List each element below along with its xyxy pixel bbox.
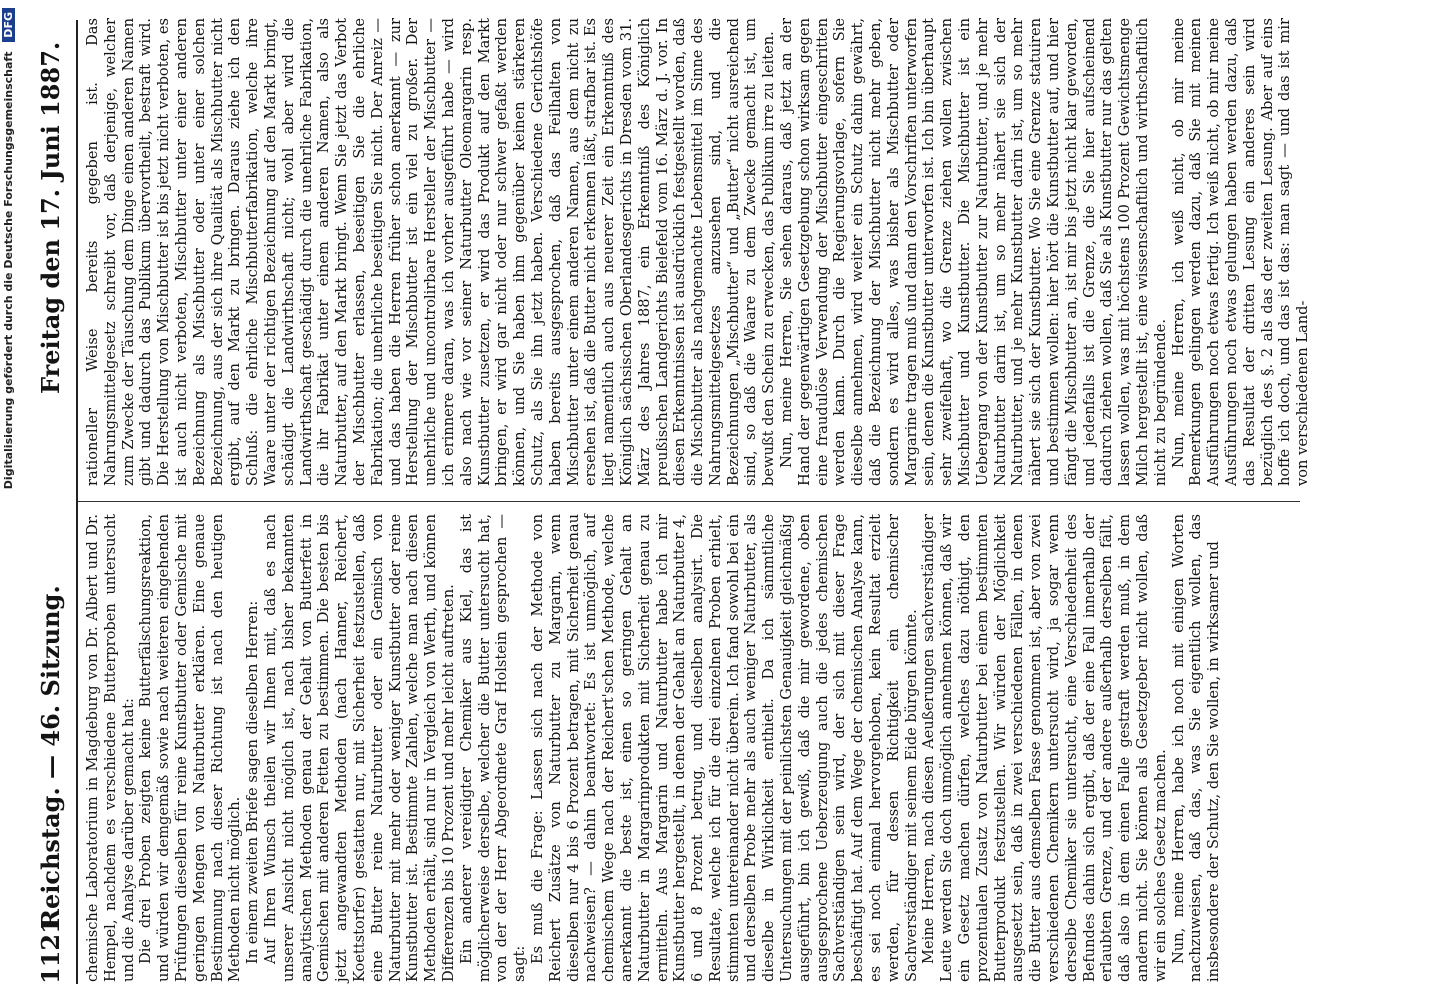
dfg-logo: DFG <box>2 8 15 42</box>
right-column <box>84 17 1312 486</box>
running-head-left: Reichstag. — 46. Sitzung. <box>36 585 65 929</box>
column-divider <box>78 501 1300 502</box>
paragraph: chemische Laboratorium in Magdeburg von Dr. Albert und Dr. Hempel, nachdem es verschiedene Butterproben untersucht und die Analyse darüber gemacht hat: <box>84 514 137 982</box>
paragraph: Ein anderer vereidigter Chemiker aus Kiel, das ist möglicherweise derselbe, welcher die Butter untersucht hat, von der der Herr Abgeordnete Graf Holstein gesprochen — sagt: <box>457 514 529 982</box>
header-rule <box>76 20 78 984</box>
paragraph: rationeller Weise bereits gegeben ist. Das Nahrungsmittelgesetz schreibt vor, daß derjenige, welcher zum Zwecke der Täuschung dem Dinge einen anderen Namen gibt und dadurch das Publikum übervortheilt, bestraft wird. Die Herstellung von Mischbutter ist bis jetzt nicht verboten, es ist auch nicht verboten, Mischbutter unter einer anderen Bezeichnung als Mischbutter oder unter einer solchen Bezeichnung, aus der sich ihre Qualität als Mischbutter nicht ergibt, auf den Markt zu bringen. Daraus ziehe ich den Schluß: die ehrliche Mischbutterfabrikation, welche ihre Waare unter der richtigen Bezeichnung auf den Markt bringt, schädigt die Landwirthschaft nicht; wohl aber wird die Landwirthschaft geschädigt durch die unehrliche Fabrikation, die ihr Fabrikat unter einem anderen Namen, also als Naturbutter, auf den Markt bringt. Wenn Sie jetzt das Verbot der Mischbutter erlassen, beseitigen Sie die ehrliche Fabrikation; die unehrliche beseitigen Sie nicht. Der Anreiz — und das haben die Herren früher schon anerkannt — zur Herstellung der Mischbutter ist ein viel zu großer. Der unehrliche und uncontrolirbare Hersteller der Mischbutter — ich erinnere daran, was ich vorher ausgeführt habe — wird also nach wie vor seiner Naturbutter Oleomargarin resp. Kunstbutter zusetzen, er wird das Produkt auf den Markt bringen, er wird gar nicht oder nur schwer gefaßt werden können, und Sie haben ihm gegenüber keinen stärkeren Schutz, als Sie ihn jetzt haben. Verschiedene Gerichtshöfe haben bereits ausgesprochen, daß das Feilhalten von Mischbutter unter einem anderen Namen, aus dem nicht zu ersehen ist, daß die Butter nicht erkennen läßt, strafbar ist. Es liegt namentlich auch aus neuerer Zeit ein Erkenntniß des Königlich sächsischen Oberlandesgerichts in Dresden vom 31. März des Jahres 1887, ein Erkenntniß des Königlich preußischen Landgerichts Bielefeld vom 16. März d. J. vor. In diesen Erkenntnissen ist ausdrücklich festgestellt worden, daß die Mischbutter als nachgemachte Lebensmittel im Sinne des Nahrungsmittelgesetzes anzusehen sind, und die Bezeichnungen „Mischbutter“ und „Butter“ nicht ausreichend sind, so daß die Waare zu dem Zwecke gemacht ist, um bewußt den Schein zu erwecken, das Publikum irre zu leiten. <box>84 18 778 486</box>
left-column <box>84 514 1300 982</box>
paragraph: In einem zweiten Briefe sagen dieselben Herren: <box>244 600 262 964</box>
paragraph: Nun, meine Herren, Sie sehen daraus, daß jetzt an der Hand der gegenwärtigen Gesetzgebung schon wirksam gegen eine fraudulöse Verwendung der Mischbutter eingeschritten werden kann. Durch die Regierungsvorlage, sofern Sie dieselbe annehmen, wird weiter ein Schutz dahin gewährt, daß die Bezeichnung der Mischbutter nicht mehr geben, sondern es wird alles, was bisher als Mischbutter oder Margarine tragen muß und dann den Vorschriften unterworfen sein, denen die Kunstbutter unterworfen ist. Ich bin überhaupt sehr zweifelhaft, wo die Grenze ziehen wollen zwischen Mischbutter und Kunstbutter. Die Mischbutter ist ein Uebergang von der Kunstbutter zur Naturbutter, und je mehr Naturbutter darin ist, um so mehr nähert sie sich der Naturbutter, und je mehr Kunstbutter darin ist, um so mehr nähert sie sich der Kunstbutter. Wo Sie eine Grenze statuiren und bestimmen wollen: hier hört die Kunstbutter auf, und hier fängt die Mischbutter an, ist mir bis jetzt nicht klar geworden, und jedenfalls ist die Grenze, die Sie hier aufscheinend dadurch ziehen wollen, daß Sie als Kunstbutter nur das gelten lassen wollen, was mit höchstens 100 Prozent Gewichtsmenge Milch hergestellt ist, eine wissenschaftlich und wirthschaftlich nicht zu begründende. <box>778 17 1169 486</box>
paragraph: Es muß die Frage: Lassen sich nach der Methode von Reichert Zusätze von Naturbutter zu Margarin, wenn dieselben nur 4 bis 6 Prozent betragen, mit Sicherheit genau nachweisen? — dahin beantwortet: Es ist unmöglich, auf chemischem Wege nach der Reichert'schen Methode, welche anerkannt die beste ist, einen so geringen Gehalt an Naturbutter in Margarinprodukten mit Sicherheit genau zu ermitteln. Aus Margarin und Naturbutter habe ich mir Kunstbutter hergestellt, in denen der Gehalt an Naturbutter 4, 6 und 8 Prozent betrug, und dieselben analysirt. Die Resultate, welche ich für die drei einzelnen Proben erhielt, stimmten untereinander nicht überein. Ich fand sowohl bei ein und derselben Probe mehr als auch weniger Naturbutter, als dieselbe in Wirklichkeit enthielt. Da ich sämmtliche Untersuchungen mit der peinlichsten Genauigkeit gleichmäßig ausgeführt, bin ich gewiß, daß die mir gewordene, oben ausgesprochene Ueberzeugung auch die jedes chemischen Sachverständigen sein wird, der sich mit dieser Frage beschäftigt hat. Auf dem Wege der chemischen Analyse kann, es sei noch einmal hervorgehoben, kein Resultat erzielt werden, für dessen Richtigkeit ein chemischer Sachverständiger mit seinem Eide bürgen könnte. <box>528 514 920 982</box>
digitization-credit <box>2 8 15 489</box>
paragraph: Nun, meine Herren, ich weiß nicht, ob mir meine Bemerkungen gelingen werden dazu, daß Sie mit meinen Ausführungen noch etwas fertig. Ich weiß nicht, ob mir meine Ausführungen noch etwas gelungen haben werden dazu, daß das Resultat der dritten Lesung ein anderes sein wird bezüglich des §. 2 als das der zweiten Lesung. Aber auf eins hoffe ich doch, und das ist das: man sagt — und das ist mir von verschiedenen Land- <box>1169 18 1312 486</box>
paragraph: Auf Ihren Wunsch theilen wir Ihnen mit, daß es nach unserer Ansicht nicht möglich ist, nach bisher bekannten analytischen Methoden genau der Gehalt von Butterfett in Gemischen mit anderen Fetten zu bestimmen. Die besten bis jetzt angewandten Methoden (nach Hanner, Reichert, Koettstorfer) gestatten nur, mit Sicherheit festzustellen, daß eine Butter reine Naturbutter oder ein Gemisch von Naturbutter mit mehr oder weniger Kunstbutter oder reine Kunstbutter ist. Bestimmte Zahlen, welche man nach diesen Methoden erhält, sind nur in Vergleich von Werth, und können Differenzen bis 10 Prozent und mehr leicht auftreten. <box>261 514 457 982</box>
credit-text: Digitalisierung gefördert durch die Deutsche Forschungsgemeinschaft <box>2 51 15 490</box>
page-number: 1121 <box>36 917 65 984</box>
running-head-right: Freitag den 17. Juni 1887. <box>36 41 65 394</box>
page-header <box>30 20 76 984</box>
paragraph: Die drei Proben zeigten keine Butterfälschungsreaktion, und würden wir demgemäß sowie nach weiteren eingehenden Prüfungen dieselben für reine Kunstbutter oder Gemische mit geringen Mengen von Naturbutter erklären. Eine genaue Bestimmung nach dieser Richtung ist nach den heutigen Methoden nicht möglich. <box>137 514 244 982</box>
paragraph: Nun, meine Herren, habe ich noch mit einigen Worten nachzuweisen, daß das, was Sie eigentlich wollen, das insbesondere der Schutz, den Sie wollen, in wirksamer und <box>1169 514 1223 982</box>
paragraph: Meine Herren, nach diesen Aeußerungen sachverständiger Leute werden Sie doch unmöglich annehmen können, daß wir ein Gesetz machen dürfen, welches dazu nöthigt, den prozentualen Zusatz von Naturbutter bei einem bestimmten Butterprodukt festzustellen. Wir würden der Möglichkeit ausgesetzt sein, daß in zwei verschiedenen Fällen, in denen die Butter aus demselben Fasse genommen ist, aber von zwei verschiedenen Chemikern untersucht wird, ja sogar wenn derselbe Chemiker sie untersucht, eine Verschiedenheit des Befundes dahin sich ergibt, daß der eine Fall innerhalb der erlaubten Grenze, und der andere außerhalb derselben fällt, daß also in dem einen Falle gestraft werden muß, in dem andern nicht. Sie können als Gesetzgeber nicht wollen, daß wir ein solches Gesetz machen. <box>920 514 1169 982</box>
